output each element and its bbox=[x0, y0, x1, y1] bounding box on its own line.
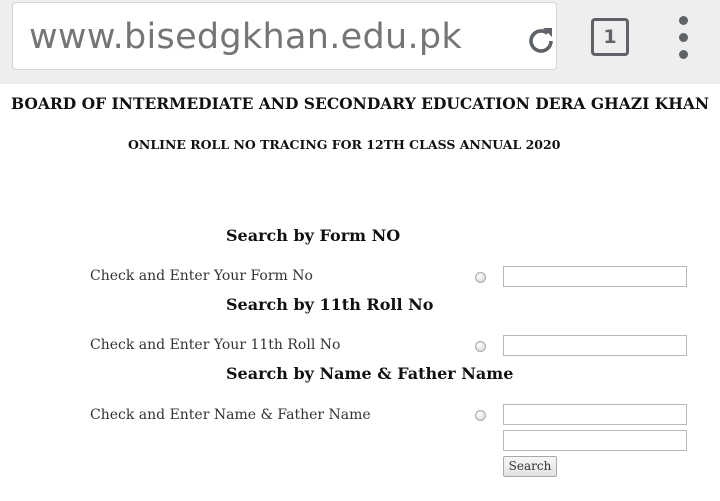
address-bar[interactable] bbox=[12, 2, 557, 70]
form-no-label: Check and Enter Your Form No bbox=[90, 268, 313, 284]
menu-dot bbox=[679, 33, 688, 42]
tab-count: 1 bbox=[603, 26, 617, 48]
tab-switcher-button[interactable] bbox=[591, 18, 629, 56]
reload-icon[interactable] bbox=[523, 23, 559, 59]
roll-no-input[interactable] bbox=[503, 335, 687, 356]
name-input[interactable] bbox=[503, 404, 687, 425]
name-heading: Search by Name & Father Name bbox=[226, 364, 514, 383]
form-no-input[interactable] bbox=[503, 266, 687, 287]
board-title: BOARD OF INTERMEDIATE AND SECONDARY EDUCATION DERA GHAZI KHAN bbox=[11, 94, 710, 113]
browser-toolbar bbox=[0, 0, 720, 84]
name-radio[interactable] bbox=[475, 410, 486, 421]
father-name-input[interactable] bbox=[503, 430, 687, 451]
menu-dot bbox=[679, 16, 688, 25]
search-button[interactable]: Search bbox=[503, 456, 557, 477]
form-no-radio[interactable] bbox=[475, 272, 486, 283]
menu-dot bbox=[679, 50, 688, 59]
more-vert-icon[interactable] bbox=[674, 16, 694, 60]
roll-no-radio[interactable] bbox=[475, 341, 486, 352]
name-label: Check and Enter Name & Father Name bbox=[90, 407, 371, 423]
form-no-heading: Search by Form NO bbox=[226, 226, 401, 245]
url-text[interactable]: www.bisedgkhan.edu.pk bbox=[29, 17, 462, 57]
page-subtitle: ONLINE ROLL NO TRACING FOR 12TH CLASS ANNUAL 2020 bbox=[128, 137, 561, 152]
roll-no-label: Check and Enter Your 11th Roll No bbox=[90, 337, 341, 353]
roll-no-heading: Search by 11th Roll No bbox=[226, 295, 434, 314]
